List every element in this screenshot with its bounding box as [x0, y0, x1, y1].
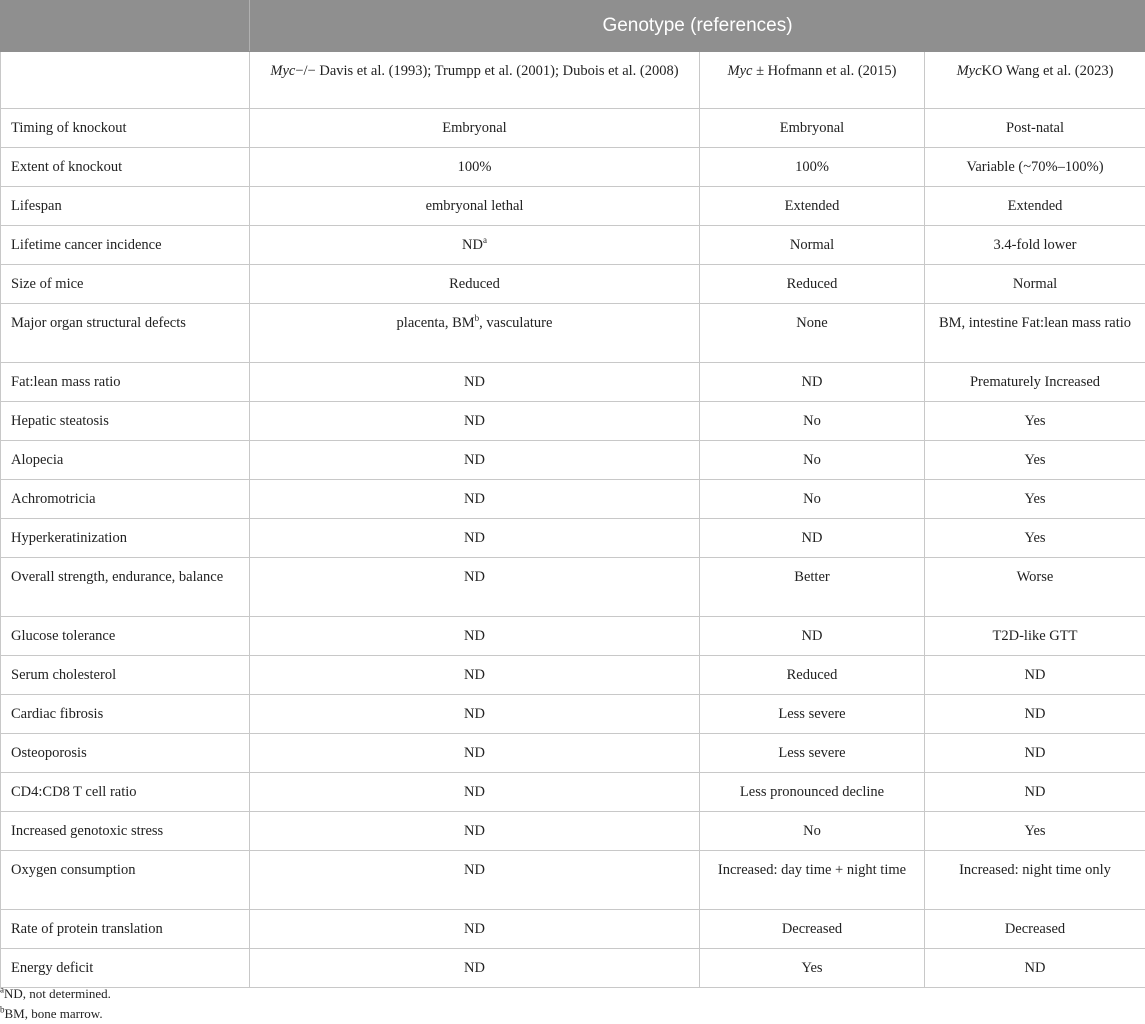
cell-myc-null: $ND^a$ [250, 226, 700, 265]
cell-myc-het: No [700, 480, 925, 519]
cell-myc-null: ND [250, 773, 700, 812]
cell-myc-null: ND [250, 558, 700, 617]
cell-myc-ko: Variable (~70%–100%) [925, 148, 1145, 187]
table-row [1, 441, 1145, 480]
table-row [1, 148, 1145, 187]
cell-myc-het: Better [700, 558, 925, 617]
footnote-b: $^b$BM, bone marrow. [0, 1004, 111, 1024]
cell-myc-null: ND [250, 656, 700, 695]
row-label: Alopecia [1, 441, 250, 480]
cell-myc-ko: Yes [925, 441, 1145, 480]
table-row [1, 226, 1145, 265]
header-empty-cell [1, 1, 250, 52]
cell-myc-ko: Prematurely Increased [925, 363, 1145, 402]
footnote-a: $^a$ND, not determined. [0, 984, 111, 1004]
cell-myc-ko: Yes [925, 519, 1145, 558]
column-header-myc-ko: MycKO Wang et al. (2023) [925, 52, 1145, 109]
cell-myc-het: Embryonal [700, 109, 925, 148]
table-row [1, 402, 1145, 441]
cell-myc-het: Normal [700, 226, 925, 265]
table-row [1, 304, 1145, 363]
cell-myc-ko: ND [925, 949, 1145, 988]
cell-myc-null: 100% [250, 148, 700, 187]
cell-myc-ko: ND [925, 773, 1145, 812]
cell-myc-ko: Decreased [925, 910, 1145, 949]
row-label: Cardiac fibrosis [1, 695, 250, 734]
row-label: Size of mice [1, 265, 250, 304]
table-row [1, 480, 1145, 519]
cell-myc-ko: Worse [925, 558, 1145, 617]
cell-myc-ko: ND [925, 656, 1145, 695]
table-row [1, 734, 1145, 773]
column-header-myc-null: Myc−/− Davis et al. (1993); Trumpp et al. (2001); Dubois et al. (2008) [250, 52, 700, 109]
row-label: Energy deficit [1, 949, 250, 988]
table-row [1, 656, 1145, 695]
column-header-row [1, 52, 1145, 109]
table-row [1, 910, 1145, 949]
cell-myc-ko: ND [925, 695, 1145, 734]
cell-myc-het: Extended [700, 187, 925, 226]
table-row [1, 109, 1145, 148]
cell-myc-null: ND [250, 695, 700, 734]
cell-myc-het: Yes [700, 949, 925, 988]
cell-myc-null: ND [250, 480, 700, 519]
cell-myc-ko: 3.4-fold lower [925, 226, 1145, 265]
table-row [1, 949, 1145, 988]
row-label: Overall strength, endurance, balance [1, 558, 250, 617]
cell-myc-null: ND [250, 617, 700, 656]
row-label: Increased genotoxic stress [1, 812, 250, 851]
cell-myc-ko: Extended [925, 187, 1145, 226]
cell-myc-het: Less severe [700, 734, 925, 773]
cell-myc-het: ND [700, 519, 925, 558]
table-header-row [1, 1, 1145, 52]
row-label: Extent of knockout [1, 148, 250, 187]
cell-myc-het: ND [700, 363, 925, 402]
table-row [1, 773, 1145, 812]
table-row [1, 695, 1145, 734]
cell-myc-het: Increased: day time + night time [700, 851, 925, 910]
cell-myc-ko: Increased: night time only [925, 851, 1145, 910]
cell-myc-null: ND [250, 812, 700, 851]
cell-myc-null: Reduced [250, 265, 700, 304]
column-header-empty [1, 52, 250, 109]
row-label: Lifetime cancer incidence [1, 226, 250, 265]
table-row [1, 812, 1145, 851]
row-label: Hyperkeratinization [1, 519, 250, 558]
cell-myc-null: embryonal lethal [250, 187, 700, 226]
cell-myc-ko: Normal [925, 265, 1145, 304]
cell-myc-ko: Yes [925, 812, 1145, 851]
table-row [1, 363, 1145, 402]
cell-myc-null: ND [250, 441, 700, 480]
cell-myc-ko: Post-natal [925, 109, 1145, 148]
cell-myc-het: Reduced [700, 656, 925, 695]
cell-myc-het: No [700, 441, 925, 480]
cell-myc-het: No [700, 812, 925, 851]
row-label: CD4:CD8 T cell ratio [1, 773, 250, 812]
table-title: Genotype (references) [250, 1, 1145, 52]
row-label: Oxygen consumption [1, 851, 250, 910]
table-row [1, 558, 1145, 617]
row-label: Serum cholesterol [1, 656, 250, 695]
cell-myc-het: Reduced [700, 265, 925, 304]
table-row [1, 265, 1145, 304]
row-label: Glucose tolerance [1, 617, 250, 656]
cell-myc-null: ND [250, 851, 700, 910]
table-row [1, 851, 1145, 910]
cell-myc-null: placenta, $BM^b$, vasculature [250, 304, 700, 363]
cell-myc-het: Decreased [700, 910, 925, 949]
table-row [1, 187, 1145, 226]
row-label: Timing of knockout [1, 109, 250, 148]
footnotes [0, 984, 111, 1024]
cell-myc-ko: BM, intestine Fat:lean mass ratio [925, 304, 1145, 363]
cell-myc-null: ND [250, 402, 700, 441]
cell-myc-het: 100% [700, 148, 925, 187]
row-label: Major organ structural defects [1, 304, 250, 363]
cell-myc-ko: Yes [925, 402, 1145, 441]
table-row [1, 519, 1145, 558]
cell-myc-het: Less severe [700, 695, 925, 734]
row-label: Lifespan [1, 187, 250, 226]
cell-myc-het: Less pronounced decline [700, 773, 925, 812]
row-label: Fat:lean mass ratio [1, 363, 250, 402]
cell-myc-null: ND [250, 363, 700, 402]
row-label: Rate of protein translation [1, 910, 250, 949]
table-row [1, 617, 1145, 656]
cell-myc-null: ND [250, 949, 700, 988]
cell-myc-ko: T2D-like GTT [925, 617, 1145, 656]
row-label: Hepatic steatosis [1, 402, 250, 441]
cell-myc-null: Embryonal [250, 109, 700, 148]
cell-myc-null: ND [250, 734, 700, 773]
cell-myc-null: ND [250, 519, 700, 558]
cell-myc-null: ND [250, 910, 700, 949]
cell-myc-ko: Yes [925, 480, 1145, 519]
cell-myc-het: ND [700, 617, 925, 656]
cell-myc-het: None [700, 304, 925, 363]
cell-myc-het: No [700, 402, 925, 441]
column-header-myc-het: Myc ± Hofmann et al. (2015) [700, 52, 925, 109]
row-label: Osteoporosis [1, 734, 250, 773]
cell-myc-ko: ND [925, 734, 1145, 773]
row-label: Achromotricia [1, 480, 250, 519]
